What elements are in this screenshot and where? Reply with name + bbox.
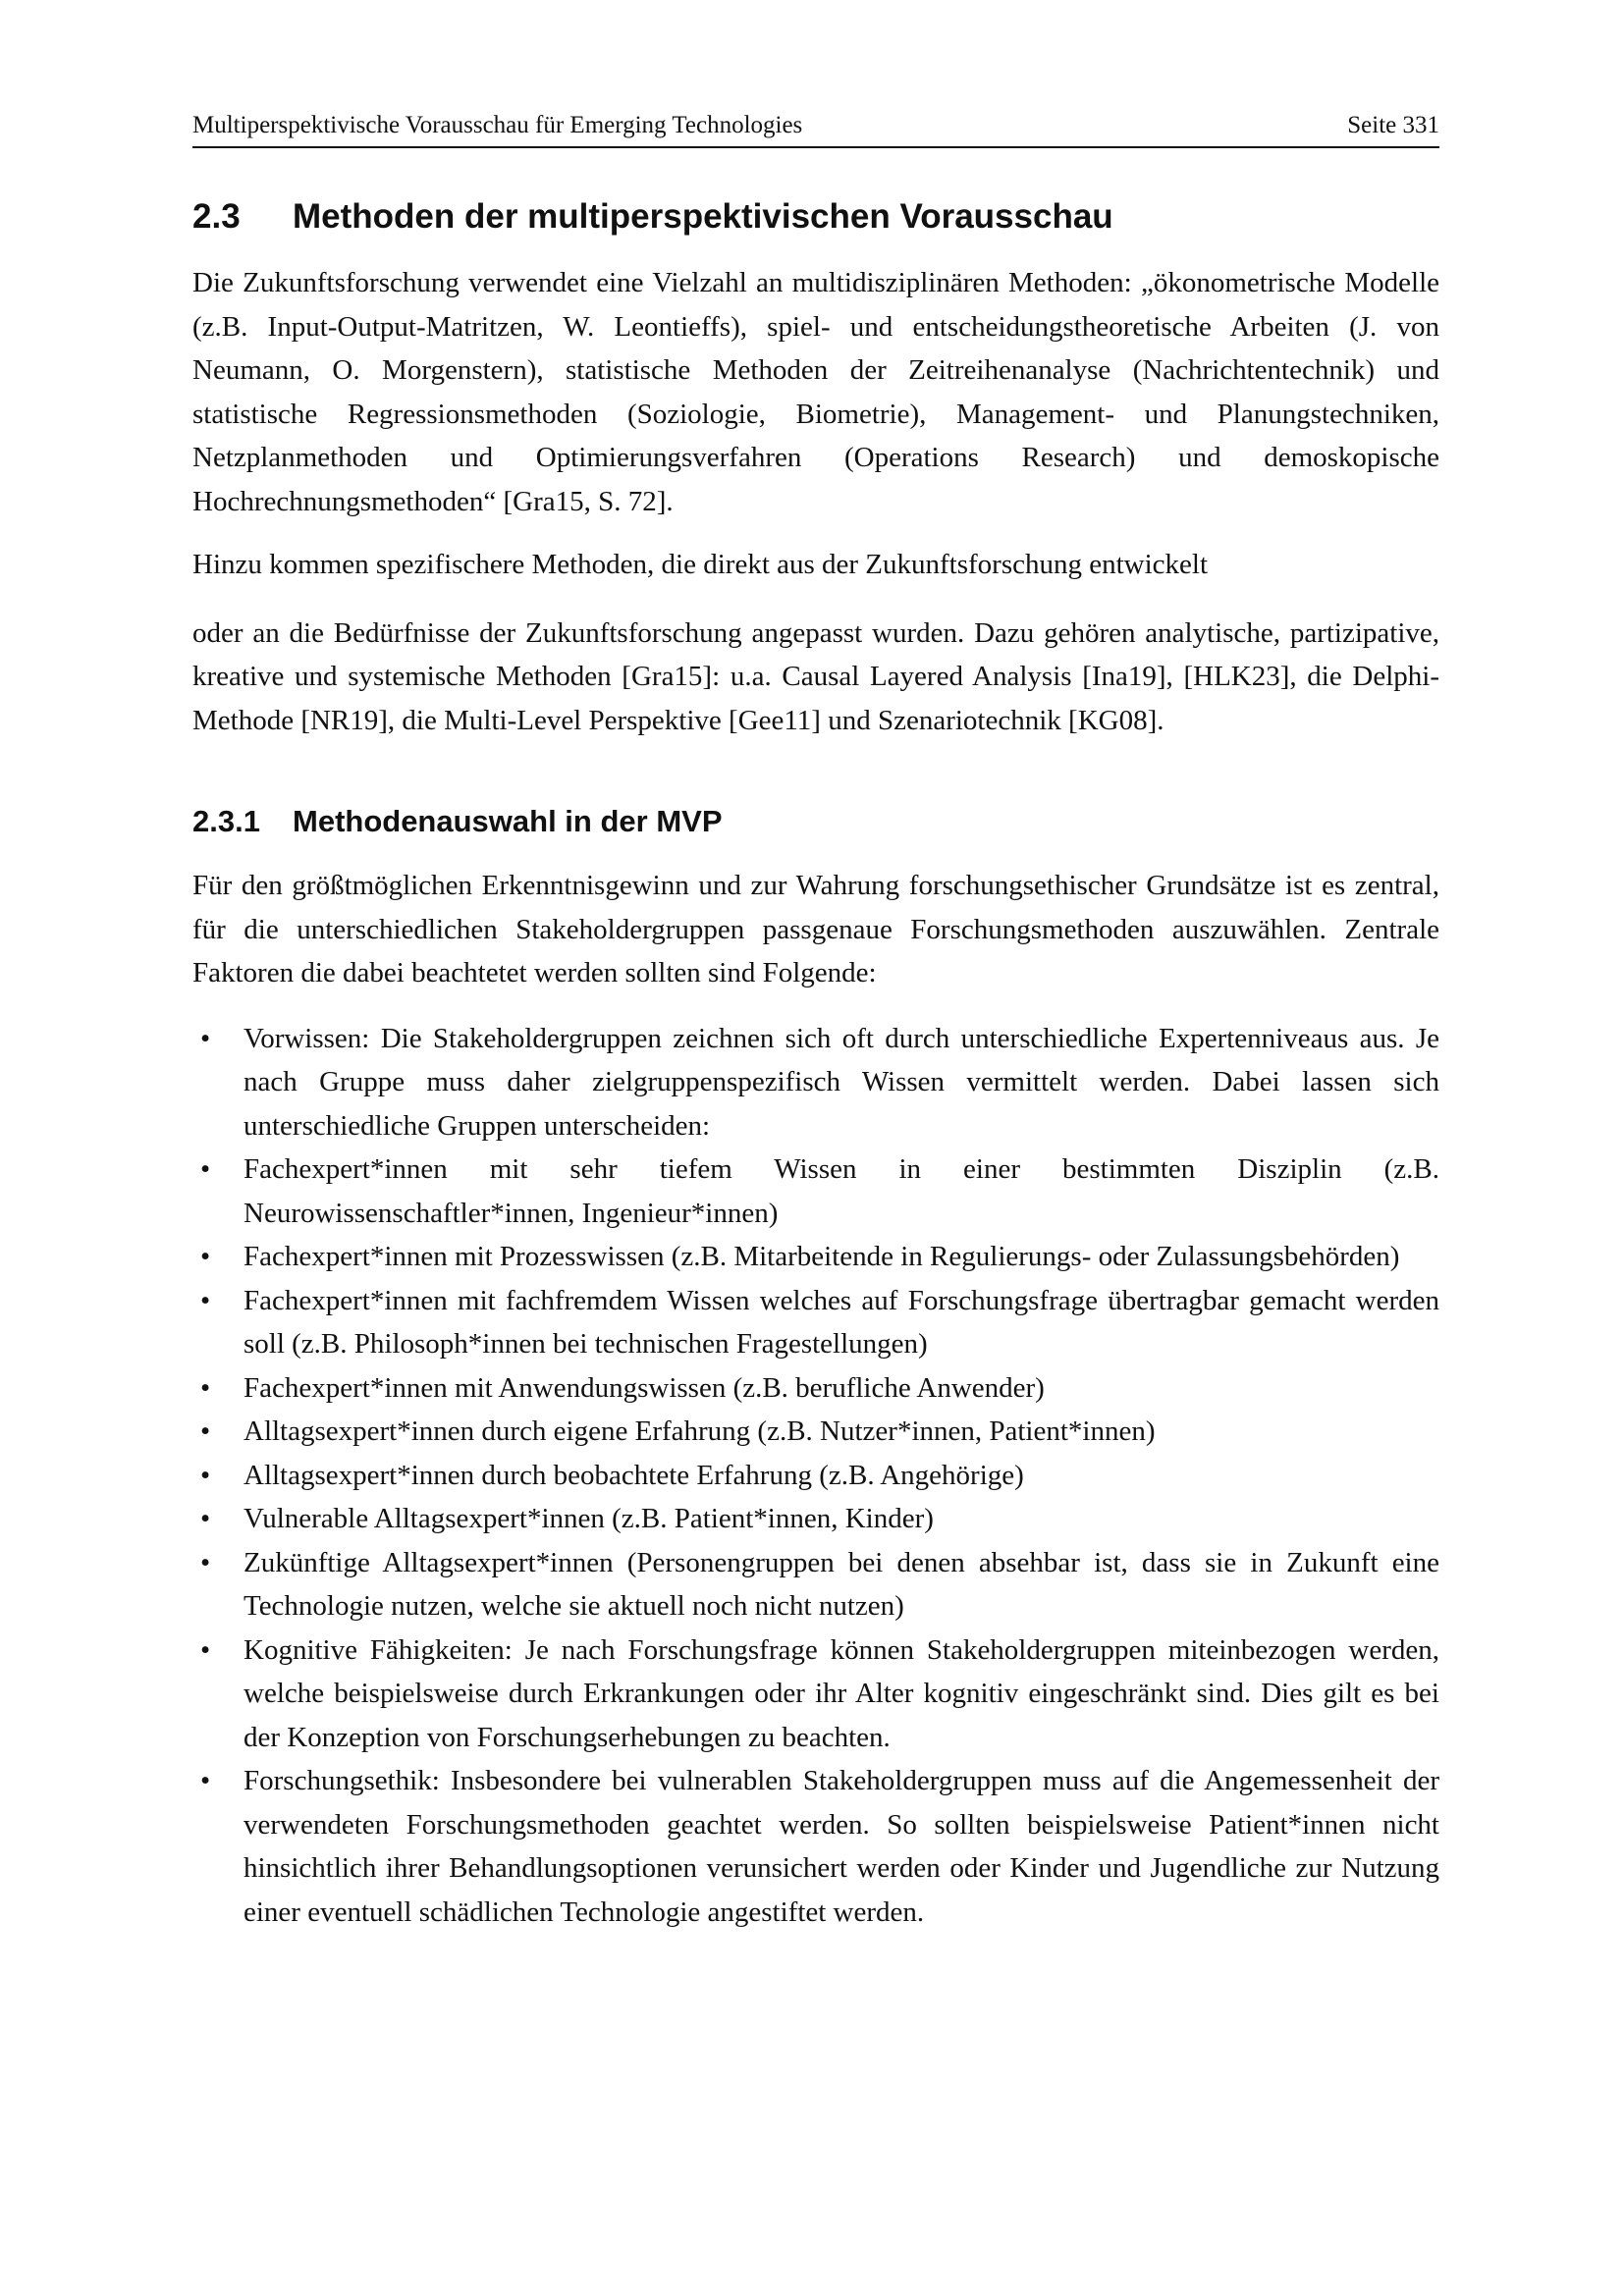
bullet-icon: •: [200, 1153, 211, 1185]
list-item: • Forschungsethik: Insbesondere bei vulnerablen Stakeholdergruppen muss auf die Angemessenheit der verwendeten Forschungsmethoden geachtet werden. So sollten beispielsweise Patient*innen nicht hinsichtlich ihrer Behandlungsoptionen verunsichert werden oder Kinder und Jugendliche zur Nutzung einer eventuell schädlichen Technologie angestiftet werden.: [192, 1759, 1439, 1934]
section-heading-2-3: [192, 192, 1439, 241]
list-item: • Fachexpert*innen mit fachfremdem Wissen welches auf Forschungsfrage übertragbar gemacht werden soll (z.B. Philosoph*innen bei technischen Fragestellungen): [192, 1279, 1439, 1366]
paragraph-methods-continued: oder an die Bedürfnisse der Zukunftsforschung angepasst wurden. Dazu gehören analytische, partizipative, kreative und systemische Methoden [Gra15]: u.a. Causal Layered Analysis [Ina19], [HLK23], die Delphi-Methode [NR19], die Multi-Level Perspektive [Gee11] und Szenariotechnik [KG08].: [192, 616, 1439, 736]
subsection-heading-2-3-1: [192, 799, 1439, 844]
bullet-icon: •: [200, 1415, 211, 1447]
list-item: • Fachexpert*innen mit Prozesswissen (z.B. Mitarbeitende in Regulierungs- oder Zulassungsbehörden): [192, 1235, 1439, 1279]
list-item: • Alltagsexpert*innen durch beobachtete Erfahrung (z.B. Angehörige): [192, 1454, 1439, 1498]
bullet-icon: •: [200, 1459, 211, 1491]
list-item: • Fachexpert*innen mit sehr tiefem Wissen in einer bestimmten Disziplin (z.B. Neurowissenschaftler*innen, Ingenieur*innen): [192, 1148, 1439, 1235]
section-title: Methoden der multiperspektivischen Vorausschau: [293, 197, 1113, 236]
bullet-icon: •: [200, 1503, 211, 1534]
list-item: • Kognitive Fähigkeiten: Je nach Forschungsfrage können Stakeholdergruppen miteinbezogen werden, welche beispielsweise durch Erkrankungen oder ihr Alter kognitiv eingeschränkt sind. Dies gilt es bei der Konzeption von Forschungserhebungen zu beachten.: [192, 1629, 1439, 1760]
bullet-icon: •: [200, 1371, 211, 1404]
paragraph-methods-overview: Die Zukunftsforschung verwendet eine Vielzahl an multidisziplinären Methoden: „ökonometrische Modelle (z.B. Input-Output-Matritzen, W. Leontieffs), spiel- und entscheidungstheoretische Arbeiten (J. von Neumann, O. Morgenstern), statistische Methoden der Zeitreihenanalyse (Nachrichtentechnik) und statistische Regressionsmethoden (Soziologie, Biometrie), Management- und Planungstechniken, Netzplanmethoden und Optimierungsverfahren (Operations Research) und demoskopische Hochrechnungsmethoden“ [Gra15, S. 72].: [192, 267, 1439, 517]
page-content: [192, 192, 1439, 1934]
bullet-icon: •: [200, 1765, 211, 1796]
running-header: [192, 111, 1439, 148]
bullet-icon: •: [200, 1633, 211, 1666]
bullet-icon: •: [200, 1546, 211, 1578]
paragraph-method-selection: Für den größtmöglichen Erkenntnisgewinn und zur Wahrung forschungsethischer Grundsätze ist es zentral, für die unterschiedlichen Stakeholdergruppen passgenaue Forschungsmethoden auszuwählen. Zentrale Faktoren die dabei beachtetet werden sollten sind Folgende:: [192, 870, 1439, 988]
subsection-title: Methodenauswahl in der MVP: [293, 804, 723, 838]
list-item: • Zukünftige Alltagsexpert*innen (Personengruppen bei denen absehbar ist, dass sie in Zukunft eine Technologie nutzen, welche sie aktuell noch nicht nutzen): [192, 1541, 1439, 1629]
list-item: • Fachexpert*innen mit Anwendungswissen (z.B. berufliche Anwender): [192, 1366, 1439, 1411]
factor-list: [192, 1017, 1439, 1935]
page-number: Seite 331: [1347, 112, 1439, 138]
paragraph-additional-methods: Hinzu kommen spezifischere Methoden, die direkt aus der Zukunftsforschung entwickelt: [192, 549, 1209, 580]
bullet-icon: •: [200, 1241, 211, 1272]
list-item: • Vulnerable Alltagsexpert*innen (z.B. Patient*innen, Kinder): [192, 1497, 1439, 1541]
list-item: • Alltagsexpert*innen durch eigene Erfahrung (z.B. Nutzer*innen, Patient*innen): [192, 1410, 1439, 1454]
header-title: Multiperspektivische Vorausschau für Emerging Technologies: [192, 112, 803, 138]
bullet-icon: •: [200, 1022, 211, 1054]
list-item: • Vorwissen: Die Stakeholdergruppen zeichnen sich oft durch unterschiedliche Expertenniveaus aus. Je nach Gruppe muss daher zielgruppenspezifisch Wissen vermittelt werden. Dabei lassen sich unterschiedliche Gruppen unterscheiden:: [192, 1017, 1439, 1148]
bullet-icon: •: [200, 1284, 211, 1316]
section-number: 2.3: [192, 197, 241, 236]
subsection-number: 2.3.1: [192, 804, 260, 838]
